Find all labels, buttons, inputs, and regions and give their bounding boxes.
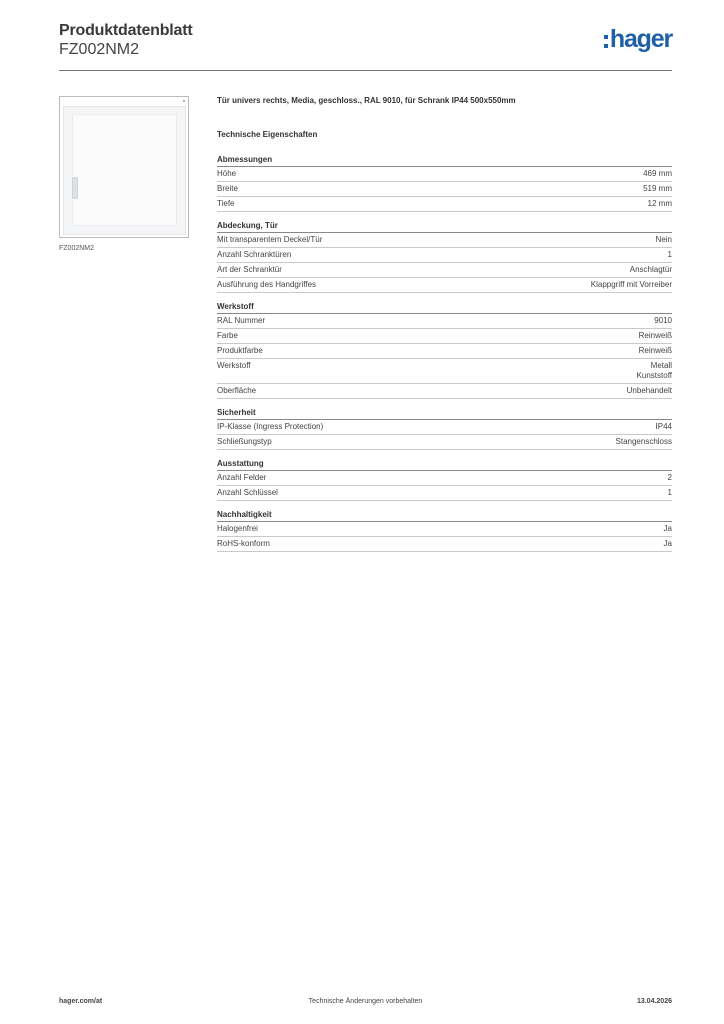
spec-value: 9010	[654, 316, 672, 325]
spec-sections	[217, 155, 672, 552]
spec-value: IP44	[655, 422, 672, 431]
section-title: Sicherheit	[217, 408, 672, 420]
spec-row	[217, 344, 672, 359]
spec-row	[217, 435, 672, 450]
spec-value: Metall Kunststoff	[636, 361, 672, 380]
spec-label: Mit transparentem Deckel/Tür	[217, 235, 323, 244]
spec-value: 2	[667, 473, 672, 482]
spec-label: Anzahl Felder	[217, 473, 267, 482]
spec-section	[217, 510, 672, 552]
spec-row	[217, 359, 672, 384]
spec-label: Ausführung des Handgriffes	[217, 280, 317, 289]
spec-value: 469 mm	[643, 169, 672, 178]
section-title: Werkstoff	[217, 302, 672, 314]
logo-text: hager	[609, 25, 672, 53]
section-title: Ausstattung	[217, 459, 672, 471]
spec-value: 519 mm	[643, 184, 672, 193]
spec-row	[217, 233, 672, 248]
product-number: FZ002NM2	[59, 41, 140, 58]
spec-section	[217, 408, 672, 450]
document-title: Produktdatenblatt	[59, 22, 193, 39]
spec-row	[217, 522, 672, 537]
spec-label: Werkstoff	[217, 361, 251, 370]
spec-value: Anschlagtür	[629, 265, 672, 274]
section-title: Abmessungen	[217, 155, 672, 167]
spec-row	[217, 329, 672, 344]
spec-section	[217, 459, 672, 501]
spec-label: Oberfläche	[217, 386, 257, 395]
spec-section	[217, 155, 672, 212]
spec-value: 1	[667, 250, 672, 259]
spec-value: Reinweiß	[638, 346, 672, 355]
spec-label: Schließungstyp	[217, 437, 272, 446]
spec-row	[217, 197, 672, 212]
spec-value: Unbehandelt	[626, 386, 672, 395]
hager-logo	[604, 27, 672, 51]
spec-row	[217, 486, 672, 501]
product-description: Tür univers rechts, Media, geschloss., RAL 9010, für Schrank IP44 500x550mm	[217, 96, 516, 105]
spec-label: Tiefe	[217, 199, 235, 208]
spec-label: Art der Schranktür	[217, 265, 282, 274]
spec-value: Klappgriff mit Vorreiber	[590, 280, 672, 289]
spec-row	[217, 278, 672, 293]
spec-value: Nein	[655, 235, 672, 244]
logo-dots-icon	[604, 35, 608, 48]
spec-value: Ja	[663, 524, 672, 533]
spec-value: Reinweiß	[638, 331, 672, 340]
spec-row	[217, 167, 672, 182]
spec-label: RoHS-konform	[217, 539, 270, 548]
page-header	[59, 22, 672, 68]
spec-value: 1	[667, 488, 672, 497]
spec-row	[217, 248, 672, 263]
spec-label: Anzahl Schlüssel	[217, 488, 278, 497]
product-image	[59, 96, 189, 238]
spec-row	[217, 263, 672, 278]
spec-value: 12 mm	[647, 199, 672, 208]
spec-value: Stangenschloss	[615, 437, 672, 446]
spec-row	[217, 314, 672, 329]
spec-value: Ja	[663, 539, 672, 548]
spec-row	[217, 384, 672, 399]
footer-date: 13.04.2026	[636, 998, 672, 1005]
image-caption: FZ002NM2	[59, 245, 95, 252]
spec-label: Anzahl Schranktüren	[217, 250, 292, 259]
spec-section	[217, 302, 672, 399]
spec-label: Produktfarbe	[217, 346, 263, 355]
spec-label: Höhe	[217, 169, 237, 178]
spec-label: IP-Klasse (Ingress Protection)	[217, 422, 324, 431]
spec-row	[217, 182, 672, 197]
spec-label: Farbe	[217, 331, 238, 340]
spec-row	[217, 537, 672, 552]
door-illustration	[63, 106, 186, 235]
spec-section	[217, 221, 672, 293]
tech-properties-heading: Technische Eigenschaften	[217, 130, 318, 139]
spec-row	[217, 420, 672, 435]
spec-content	[217, 96, 672, 561]
spec-label: Breite	[217, 184, 238, 193]
door-handle-icon	[72, 177, 78, 199]
spec-label: RAL Nummer	[217, 316, 266, 325]
header-divider	[59, 70, 672, 71]
spec-row	[217, 471, 672, 486]
footer-note: Technische Änderungen vorbehalten	[308, 998, 423, 1005]
section-title: Nachhaltigkeit	[217, 510, 672, 522]
section-title: Abdeckung, Tür	[217, 221, 672, 233]
corner-mark	[183, 100, 185, 102]
spec-label: Halogenfrei	[217, 524, 258, 533]
footer-website: hager.com/at	[59, 998, 103, 1005]
door-panel	[72, 114, 177, 226]
